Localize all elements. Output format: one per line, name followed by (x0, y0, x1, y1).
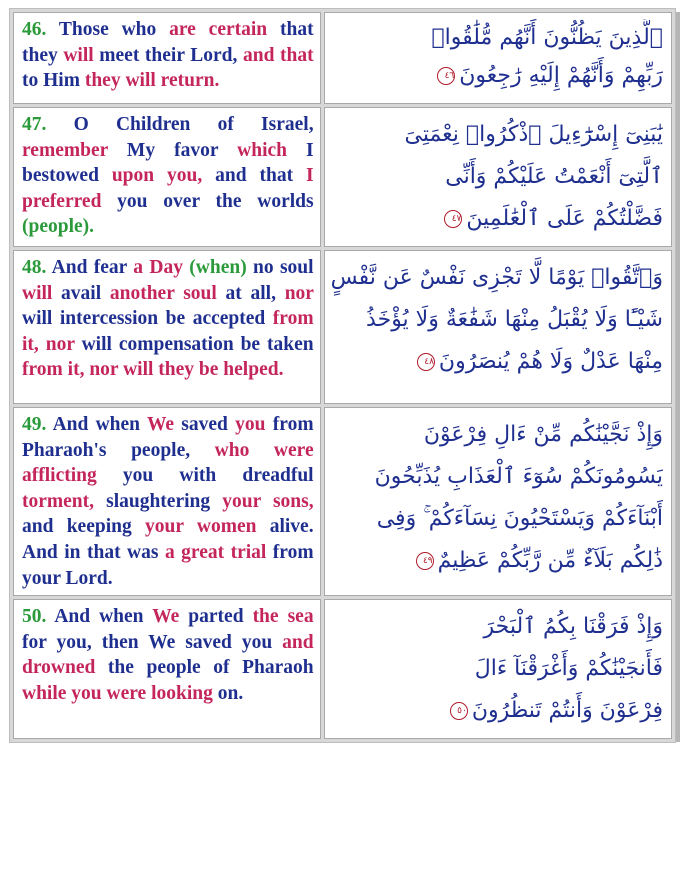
text-segment: I preferred (22, 165, 314, 212)
text-segment: which (237, 139, 287, 161)
verse-row (13, 107, 672, 247)
arabic-text-cell (324, 107, 672, 247)
arabic-line (331, 606, 663, 648)
text-segment: saved (174, 414, 236, 435)
arabic-text-cell (324, 599, 672, 739)
ayah-end-marker-icon: ٤٦ (437, 67, 455, 85)
arabic-line (331, 156, 663, 198)
arabic-line (331, 456, 663, 498)
english-text (22, 606, 314, 704)
text-segment: the sea (252, 606, 314, 628)
text-segment: while you were looking (22, 682, 213, 704)
text-segment: nor (45, 333, 75, 355)
arabic-line (331, 498, 663, 540)
english-text (22, 114, 314, 237)
text-segment: at all, (216, 282, 285, 304)
text-segment: the people of Pharaoh (95, 657, 314, 679)
arabic-line (331, 19, 663, 57)
ayah-end-marker-icon: ٤٧ (444, 210, 462, 228)
text-segment: from Pharaoh's people, (22, 414, 314, 461)
text-segment: and that (202, 165, 306, 187)
text-segment: alive. And in that was (22, 516, 314, 563)
verse-row (13, 407, 672, 596)
arabic-line-text: أَبْنَآءَكُمْ وَيَسْتَحْيُونَ نِسَآءَكُمْ ۚ وَفِى (376, 506, 663, 531)
arabic-text-cell (324, 250, 672, 404)
english-translation-cell (13, 407, 321, 596)
text-segment: nor will they be helped. (84, 359, 284, 381)
text-segment: your sons, (222, 490, 314, 512)
text-segment: My favor (107, 139, 238, 161)
text-segment: a great trial (164, 541, 267, 563)
text-segment: and keeping (22, 516, 145, 538)
text-segment: are certain (169, 19, 268, 40)
arabic-line-text: ذَٰلِكُم بَلَآءٌ مِّن رَّبِّكُمْ عَظِيمٌ (437, 548, 663, 573)
text-segment: for you, then We saved you (22, 631, 283, 653)
text-segment: O Children of Israel, (73, 114, 314, 135)
text-segment: to Him (22, 70, 85, 92)
text-segment: avail (52, 282, 110, 304)
arabic-line (331, 341, 663, 383)
text-segment: from your Lord. (22, 541, 314, 589)
verse-number: 47. (22, 114, 47, 135)
ayah-end-marker-icon: ٤٩ (416, 552, 434, 570)
arabic-line (331, 414, 663, 456)
text-segment: parted (179, 606, 253, 628)
text-segment: slaughtering (94, 490, 223, 512)
arabic-line-text: فِرْعَوْنَ وَأَنتُمْ تَنظُرُونَ (471, 698, 663, 724)
text-segment (39, 334, 46, 355)
verse-number: 50. (22, 606, 47, 628)
verse-table (9, 8, 676, 743)
arabic-line-text: فَضَّلْتُكُمْ عَلَى ٱلْعَٰلَمِينَ (466, 206, 663, 231)
text-segment: I bestowed (22, 139, 314, 187)
arabic-line (331, 540, 663, 582)
text-segment: meet their Lord, (93, 44, 243, 66)
verse-number: 49. (22, 414, 47, 435)
text-segment: from it, (22, 308, 314, 355)
arabic-line-text: وَٱتَّقُوا۟ يَوْمًا لَّا تَجْزِى نَفْسٌ عَن نَّفْسٍ (330, 265, 663, 290)
english-translation-cell (13, 107, 321, 247)
arabic-line-text: مِنْهَا عَدْلٌ وَلَا هُمْ يُنصَرُونَ (438, 349, 663, 374)
arabic-line-text: وَإِذْ نَجَّيْنَٰكُم مِّنْ ءَالِ فِرْعَوْنَ (423, 422, 663, 447)
verse-number: 48. (22, 257, 47, 278)
ayah-end-marker-icon: ٥٠ (450, 702, 468, 720)
text-segment: (when) (189, 257, 247, 278)
verse-row (13, 12, 672, 104)
english-text (22, 414, 314, 589)
arabic-line (331, 114, 663, 156)
text-segment: will (22, 282, 53, 304)
text-segment: will compensation be taken (74, 333, 314, 355)
text-segment: We (146, 414, 175, 435)
arabic-line-text: رَبِّهِمْ وَأَنَّهُمْ إِلَيْهِ رَٰجِعُونَ (459, 63, 663, 88)
text-segment: And fear (51, 257, 134, 278)
text-segment: will intercession be accepted (22, 308, 273, 330)
text-segment: torment, (22, 490, 95, 512)
english-translation-cell (13, 599, 321, 739)
arabic-line-text: ٱلَّتِىٓ أَنْعَمْتُ عَلَيْكُمْ وَأَنِّى (445, 164, 663, 189)
arabic-text-cell (324, 407, 672, 596)
arabic-line-text: وَإِذْ فَرَقْنَا بِكُمُ ٱلْبَحْرَ (483, 614, 663, 640)
text-segment: and drowned (22, 631, 314, 679)
arabic-line (331, 648, 663, 690)
text-segment: (people). (22, 216, 95, 238)
text-segment: you with dreadful (96, 465, 314, 487)
text-segment: remember (22, 139, 108, 161)
text-segment: And when (54, 606, 153, 628)
arabic-line (331, 299, 663, 341)
arabic-line-text: يَسُومُونَكُمْ سُوٓءَ ٱلْعَذَابِ يُذَبِّحُونَ (374, 464, 663, 489)
text-segment: nor (284, 282, 314, 304)
arabic-line (331, 257, 663, 299)
text-segment: who were afflicting (22, 439, 314, 487)
english-translation-cell (13, 250, 321, 404)
text-segment: from it, (22, 359, 85, 381)
text-segment: and that (242, 44, 314, 66)
text-segment: will (63, 44, 94, 66)
text-segment: And when (52, 414, 147, 435)
arabic-line (331, 57, 663, 95)
text-segment: they will return. (84, 70, 220, 92)
text-segment: that they (22, 19, 314, 66)
arabic-line-text: يَٰبَنِىٓ إِسْرَٰٓءِيلَ ٱذْكُرُوا۟ نِعْمَتِىَ (404, 122, 663, 147)
text-segment: another soul (109, 282, 217, 304)
arabic-line (331, 198, 663, 240)
text-segment: a Day (133, 257, 190, 278)
verse-row (13, 599, 672, 739)
text-segment: on. (212, 682, 244, 704)
text-segment: Those who (58, 19, 170, 40)
text-segment: We (152, 606, 180, 628)
verse-row (13, 250, 672, 404)
text-segment: your women (144, 516, 257, 538)
english-translation-cell (13, 12, 321, 104)
text-segment: you over the worlds (101, 190, 314, 212)
arabic-line (331, 690, 663, 732)
verse-number: 46. (22, 19, 47, 40)
arabic-line-text: ٱلَّذِينَ يَظُنُّونَ أَنَّهُم مُّلَٰقُوا۟ (431, 25, 663, 50)
arabic-line-text: فَأَنجَيْنَٰكُمْ وَأَغْرَقْنَآ ءَالَ (474, 656, 663, 682)
arabic-line-text: شَيْـًٔا وَلَا يُقْبَلُ مِنْهَا شَفَٰعَةٌ وَلَا يُؤْخَذُ (366, 307, 663, 332)
arabic-text-cell (324, 12, 672, 104)
text-segment: no soul (246, 257, 314, 278)
text-segment: you (235, 414, 266, 435)
english-text (22, 19, 314, 91)
english-text (22, 257, 314, 380)
verse-table-container (9, 8, 676, 735)
text-segment: upon you, (111, 165, 203, 187)
ayah-end-marker-icon: ٤٨ (417, 353, 435, 371)
